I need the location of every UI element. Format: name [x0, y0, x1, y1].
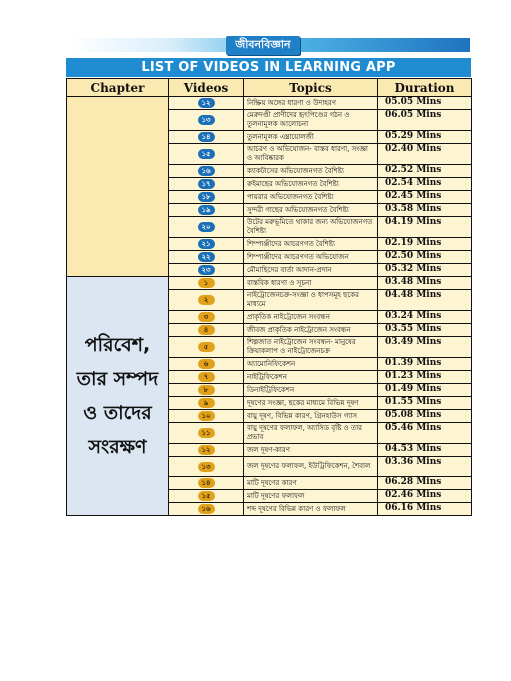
video-number-cell — [169, 290, 244, 311]
video-number-cell — [169, 503, 244, 516]
duration-cell: 06.16 Mins — [378, 503, 472, 516]
header-chapter: Chapter — [67, 79, 169, 97]
topic-cell: আচরণ ও অভিযোজন- বাস্তব ধারণা, সংজ্ঞা ও আবিষ্কারক — [244, 144, 378, 165]
duration-cell: 02.19 Mins — [378, 238, 472, 251]
duration-cell: 05.05 Mins — [378, 97, 472, 110]
duration-cell: 02.46 Mins — [378, 490, 472, 503]
duration-cell: 01.49 Mins — [378, 384, 472, 397]
topic-cell: নাইট্রিফিকেশন — [244, 371, 378, 384]
video-number-badge: ১৪ — [198, 132, 215, 142]
duration-cell: 02.54 Mins — [378, 178, 472, 191]
duration-cell: 02.45 Mins — [378, 191, 472, 204]
video-number-cell — [169, 277, 244, 290]
subject-tab: জীবনবিজ্ঞান — [226, 36, 300, 55]
topic-cell: রুইমাছের অভিযোজনগত বৈশিষ্ট্য — [244, 178, 378, 191]
topic-cell: মৌমাছিদের বার্তা আদান-প্রদান — [244, 264, 378, 277]
video-number-cell — [169, 311, 244, 324]
topic-cell: মাটি দূষণের কারণ — [244, 477, 378, 490]
video-number-cell — [169, 251, 244, 264]
duration-cell: 01.39 Mins — [378, 358, 472, 371]
page-title: LIST OF VIDEOS IN LEARNING APP — [66, 58, 471, 77]
video-number-cell — [169, 191, 244, 204]
topic-cell: ক্যাকটাসের অভিযোজনগত বৈশিষ্ট্য — [244, 165, 378, 178]
duration-cell: 03.58 Mins — [378, 204, 472, 217]
video-number-cell — [169, 410, 244, 423]
duration-cell: 02.40 Mins — [378, 144, 472, 165]
video-number-cell — [169, 358, 244, 371]
duration-cell: 01.23 Mins — [378, 371, 472, 384]
duration-cell: 03.49 Mins — [378, 337, 472, 358]
duration-cell: 06.05 Mins — [378, 110, 472, 131]
header-duration: Duration — [378, 79, 472, 97]
video-number-badge: ১ — [198, 278, 215, 288]
duration-cell: 04.19 Mins — [378, 217, 472, 238]
video-number-badge: ১২ — [198, 445, 215, 455]
video-number-cell — [169, 324, 244, 337]
duration-cell: 02.52 Mins — [378, 165, 472, 178]
duration-cell: 06.28 Mins — [378, 477, 472, 490]
chapter-name-cell — [67, 97, 169, 277]
video-number-cell — [169, 110, 244, 131]
duration-cell: 04.53 Mins — [378, 444, 472, 457]
video-number-cell — [169, 444, 244, 457]
video-number-cell — [169, 457, 244, 477]
video-number-badge: ২০ — [198, 222, 215, 232]
topic-cell: শিম্পাঞ্জীদের আচরণগত অভিযোজন — [244, 251, 378, 264]
topic-cell: পায়রার অভিযোজনগত বৈশিষ্ট্য — [244, 191, 378, 204]
video-list-table — [66, 78, 472, 516]
video-number-badge: ২৩ — [198, 265, 215, 275]
video-number-badge: ১৫ — [198, 491, 215, 501]
duration-cell: 01.55 Mins — [378, 397, 472, 410]
topic-cell: সুন্দরী গাছের অভিযোজনগত বৈশিষ্ট্য — [244, 204, 378, 217]
video-number-badge: ১৮ — [198, 192, 215, 202]
header-videos: Videos — [169, 79, 244, 97]
topic-cell: নাইট্রোজেনচক্র-সংজ্ঞা ও ধাপসমূহ ছকের মাধ্যমে — [244, 290, 378, 311]
video-number-badge: ১২ — [198, 98, 215, 108]
topic-cell: জীবজ প্রাকৃতিক নাইট্রোজেন সংবন্ধন — [244, 324, 378, 337]
topic-cell: শব্দ দূষণের বিভিন্ন কারণ ও ফলাফল — [244, 503, 378, 516]
topic-cell: তুলনামূলক এম্ব্রায়োলজী — [244, 131, 378, 144]
duration-cell: 05.08 Mins — [378, 410, 472, 423]
video-number-cell — [169, 204, 244, 217]
video-number-cell — [169, 397, 244, 410]
header-topics: Topics — [244, 79, 378, 97]
table-header-row — [67, 79, 472, 97]
video-number-badge: ১১ — [198, 428, 215, 438]
video-number-badge: ১৪ — [198, 478, 215, 488]
video-number-badge: ১৯ — [198, 205, 215, 215]
video-number-badge: ১৩ — [198, 462, 215, 472]
topic-cell: নিষ্ক্রিয় অঙ্গের ধারণা ও উদাহরণ — [244, 97, 378, 110]
topic-cell: বায়ু দূষণের ফলাফল, অ্যাসিড বৃষ্টি ও তার প্রভাব — [244, 423, 378, 444]
video-number-badge: ২ — [198, 295, 215, 305]
video-number-cell — [169, 337, 244, 358]
duration-cell: 05.32 Mins — [378, 264, 472, 277]
video-number-badge: ২২ — [198, 252, 215, 262]
video-number-cell — [169, 97, 244, 110]
video-number-badge: ৫ — [198, 342, 215, 352]
topic-cell: ডিনাইট্রিফিকেশন — [244, 384, 378, 397]
chapter-name-cell: পরিবেশ, তার সম্পদ ও তাদের সংরক্ষণ — [67, 277, 169, 516]
table-row — [67, 97, 472, 110]
video-number-cell — [169, 217, 244, 238]
video-number-cell — [169, 423, 244, 444]
video-number-badge: ১৩ — [198, 115, 215, 125]
topic-cell: শিল্পজাত নাইট্রোজেন সংবন্ধন- মানুষের ক্রিয়াকলাপ ও নাইট্রোজেনচক্র — [244, 337, 378, 358]
video-number-badge: ৬ — [198, 359, 215, 369]
duration-cell: 02.50 Mins — [378, 251, 472, 264]
video-number-badge: ৯ — [198, 398, 215, 408]
video-number-badge: ৮ — [198, 385, 215, 395]
duration-cell: 04.48 Mins — [378, 290, 472, 311]
duration-cell: 03.55 Mins — [378, 324, 472, 337]
video-number-cell — [169, 384, 244, 397]
video-number-badge: ১৫ — [198, 149, 215, 159]
duration-cell: 05.46 Mins — [378, 423, 472, 444]
video-number-badge: ১৬ — [198, 504, 215, 514]
video-number-badge: ১০ — [198, 411, 215, 421]
topic-cell: জল দূষণ-কারণ — [244, 444, 378, 457]
duration-cell: 03.36 Mins — [378, 457, 472, 477]
video-number-badge: ৭ — [198, 372, 215, 382]
topic-cell: দূষণের সংজ্ঞা, ছকের মাধ্যমে বিভিন্ন দূষণ — [244, 397, 378, 410]
topic-cell: প্রাকৃতিক নাইট্রোজেন সংবন্ধন — [244, 311, 378, 324]
video-number-cell — [169, 477, 244, 490]
video-number-badge: ১৬ — [198, 166, 215, 176]
topic-cell: মেরুদণ্ডী প্রাণীদের হৃৎপিণ্ডের গঠন ও তুলনামূলক আলোচনা — [244, 110, 378, 131]
table-body — [67, 97, 472, 516]
topic-cell: মাটি দূষণের ফলাফল — [244, 490, 378, 503]
topic-cell: শিম্পাঞ্জীদের আচরণগত বৈশিষ্ট্য — [244, 238, 378, 251]
video-number-cell — [169, 178, 244, 191]
topic-cell: জল দূষণের ফলাফল, ইউট্রিফিকেশন, শৈবাল — [244, 457, 378, 477]
table-row — [67, 277, 472, 290]
video-number-cell — [169, 490, 244, 503]
video-number-cell — [169, 371, 244, 384]
topic-cell: উটের মরুভূমিতে থাকার জন্য অভিযোজনগত বৈশিষ্ট্য — [244, 217, 378, 238]
video-number-badge: ৪ — [198, 325, 215, 335]
video-number-cell — [169, 264, 244, 277]
topic-cell: বাস্তবিক ধারণা ও সূচনা — [244, 277, 378, 290]
video-number-badge: ২১ — [198, 239, 215, 249]
video-number-cell — [169, 238, 244, 251]
duration-cell: 03.24 Mins — [378, 311, 472, 324]
video-number-cell — [169, 144, 244, 165]
video-number-badge: ১৭ — [198, 179, 215, 189]
video-number-cell — [169, 165, 244, 178]
video-number-cell — [169, 131, 244, 144]
duration-cell: 05.29 Mins — [378, 131, 472, 144]
topic-cell: অ্যামোনিফিকেশন — [244, 358, 378, 371]
duration-cell: 03.48 Mins — [378, 277, 472, 290]
topic-cell: বায়ু দূষণ, বিভিন্ন কারণ, গ্রিনহাউস গ্যাস — [244, 410, 378, 423]
video-number-badge: ৩ — [198, 312, 215, 322]
